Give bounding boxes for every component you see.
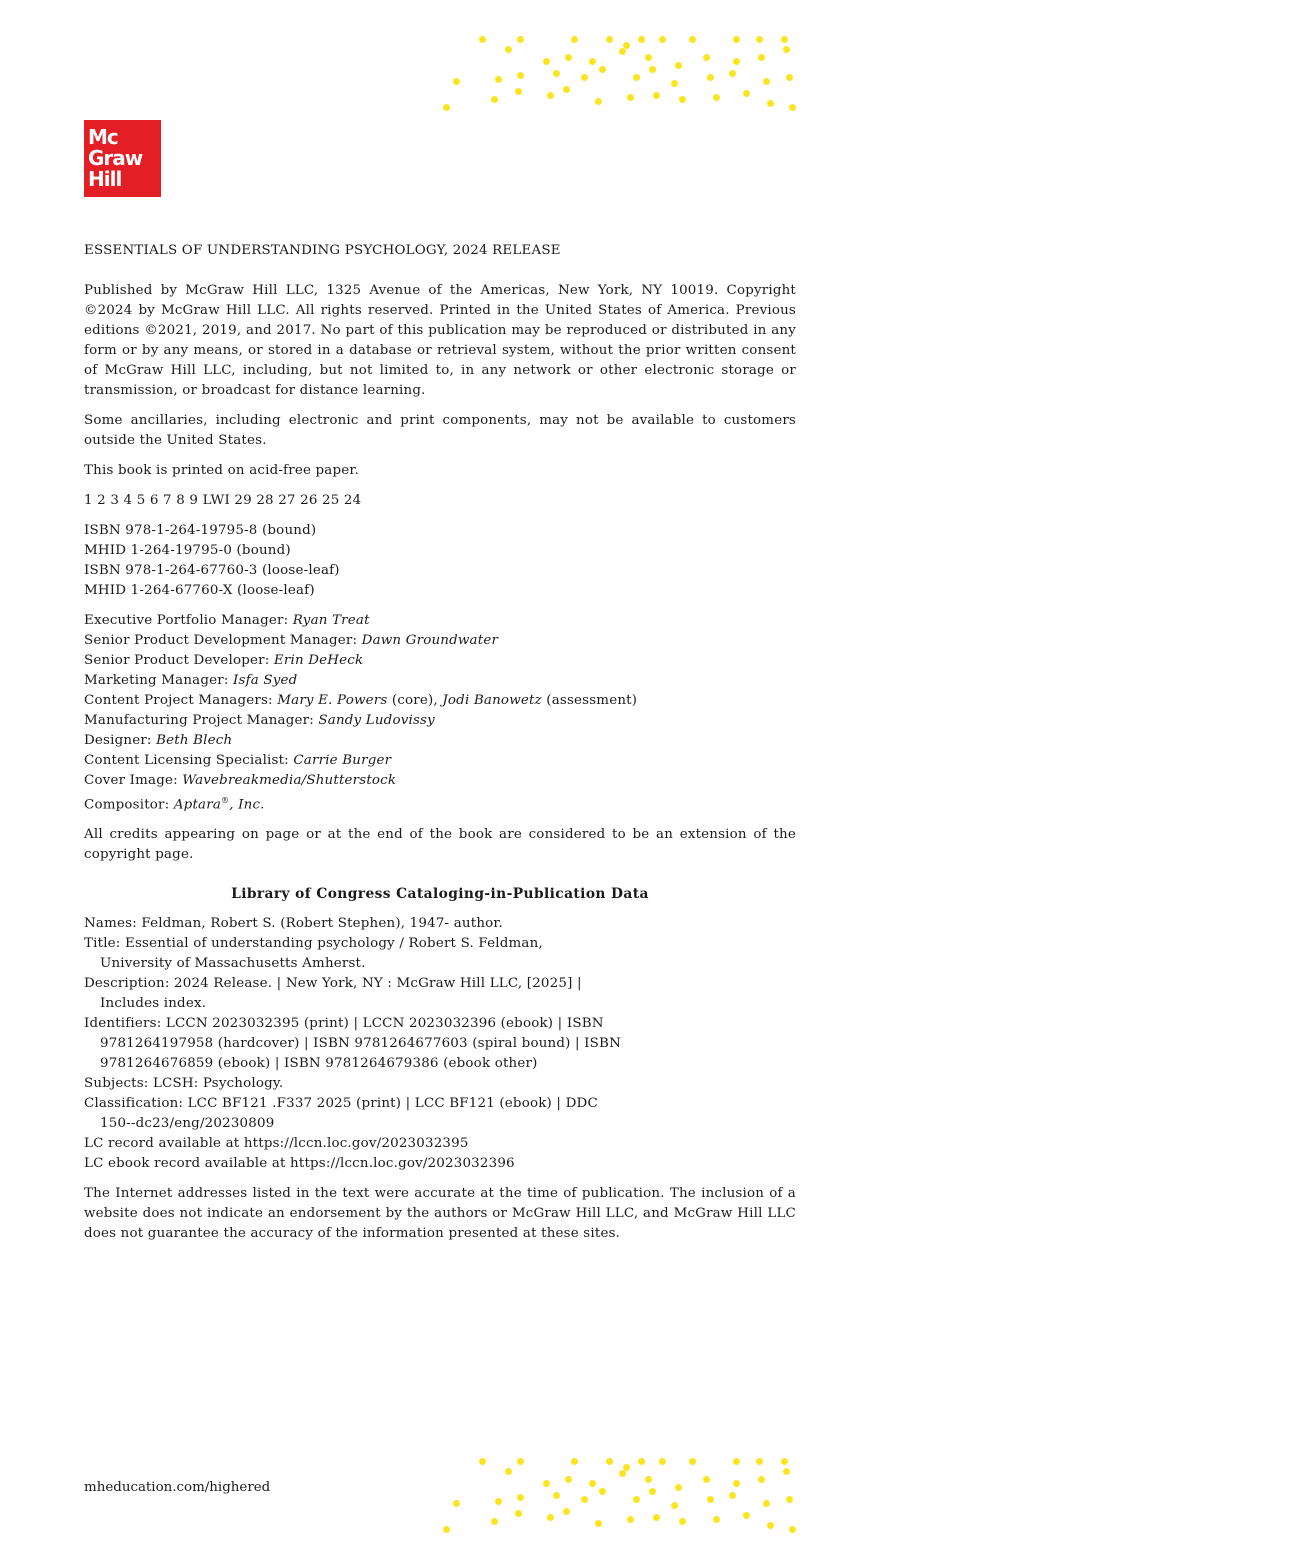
decorative-dot bbox=[547, 92, 554, 99]
decorative-dot bbox=[443, 1526, 450, 1533]
decorative-dot bbox=[517, 72, 524, 79]
credit-name: Carrie Burger bbox=[293, 753, 392, 768]
cip-entry bbox=[84, 934, 796, 974]
credit-name: Beth Blech bbox=[156, 733, 233, 748]
decorative-dot bbox=[763, 78, 770, 85]
credit-role: Content Licensing Specialist: bbox=[84, 753, 294, 768]
footer-website-url: mheducation.com/highered bbox=[84, 1480, 271, 1495]
decorative-dot bbox=[653, 92, 660, 99]
decorative-dot bbox=[589, 1480, 596, 1487]
decorative-dot bbox=[713, 1516, 720, 1523]
decorative-dot bbox=[547, 1514, 554, 1521]
credit-role: Compositor: bbox=[84, 797, 174, 813]
decorative-dot bbox=[599, 66, 606, 73]
decorative-dot bbox=[443, 104, 450, 111]
decorative-dot bbox=[786, 1496, 793, 1503]
cip-entry bbox=[84, 914, 796, 934]
book-title: ESSENTIALS OF UNDERSTANDING PSYCHOLOGY, 2024 RELEASE bbox=[84, 243, 561, 258]
credit-role: Cover Image: bbox=[84, 773, 183, 788]
decorative-dot bbox=[758, 1476, 765, 1483]
decorative-dot bbox=[595, 98, 602, 105]
cip-line: 9781264676859 (ebook) | ISBN 9781264679386 (ebook other) bbox=[100, 1056, 538, 1072]
credit-tail: (assessment) bbox=[541, 693, 638, 708]
decorative-dot bbox=[589, 58, 596, 65]
decorative-dot bbox=[679, 1518, 686, 1525]
credit-role: Designer: bbox=[84, 733, 157, 748]
decorative-dot bbox=[756, 1458, 763, 1465]
decorative-dot bbox=[786, 74, 793, 81]
logo-line-2: Graw bbox=[88, 146, 143, 170]
acid-free-paper-note: This book is printed on acid-free paper. bbox=[84, 463, 359, 478]
logo-line-3: Hill bbox=[88, 167, 122, 191]
decorative-dot bbox=[733, 1458, 740, 1465]
decorative-dot bbox=[638, 1458, 645, 1465]
decorative-dot bbox=[606, 1458, 613, 1465]
cip-line: Title: Essential of understanding psychology / Robert S. Feldman, bbox=[84, 936, 543, 952]
credit-name-tail: , Inc. bbox=[229, 797, 265, 813]
cip-line: 9781264197958 (hardcover) | ISBN 9781264677603 (spiral bound) | ISBN bbox=[100, 1036, 621, 1052]
decorative-dot bbox=[763, 1500, 770, 1507]
logo-line-1: Mc bbox=[88, 125, 118, 149]
decorative-dot bbox=[649, 1488, 656, 1495]
cip-line: Identifiers: LCCN 2023032395 (print) | LCCN 2023032396 (ebook) | ISBN bbox=[84, 1016, 604, 1032]
decorative-dot bbox=[781, 1458, 788, 1465]
credit-tail: (core), bbox=[387, 693, 443, 708]
decorative-dot bbox=[553, 70, 560, 77]
cip-line: Names: Feldman, Robert S. (Robert Stephen), 1947- author. bbox=[84, 916, 503, 932]
cip-entry bbox=[84, 1134, 796, 1154]
cip-line: 150--dc23/eng/20230809 bbox=[100, 1116, 275, 1132]
decorative-dot bbox=[781, 36, 788, 43]
credit-role: Content Project Managers: bbox=[84, 693, 278, 708]
publisher-copyright-paragraph: Published by McGraw Hill LLC, 1325 Avenue of the Americas, New York, NY 10019. Copyright ©2024 by McGraw Hill LLC. All rights reserved. Printed in the United States of America. Previous editions ©2021, 2019, and 2017. No part of this publication may be reproduced or distributed in any form or by any means, or stored in a database or retrieval system, without the prior written consent of McGraw Hill LLC, including, but not limited to, in any network or other electronic storage or transmission, or broadcast for distance learning. bbox=[84, 283, 796, 398]
decorative-dot bbox=[495, 76, 502, 83]
decorative-dot bbox=[543, 1480, 550, 1487]
decorative-dot bbox=[713, 94, 720, 101]
credit-line bbox=[84, 791, 796, 815]
credit-name: Mary E. Powers bbox=[277, 693, 388, 708]
decorative-dot-pattern-top bbox=[443, 36, 793, 108]
cip-line: Subjects: LCSH: Psychology. bbox=[84, 1076, 284, 1092]
printing-line: 1 2 3 4 5 6 7 8 9 LWI 29 28 27 26 25 24 bbox=[84, 493, 362, 508]
cip-line: Includes index. bbox=[100, 996, 207, 1012]
cip-line: LC record available at https://lccn.loc.gov/2023032395 bbox=[84, 1136, 469, 1152]
credit-line bbox=[84, 711, 796, 731]
decorative-dot bbox=[758, 54, 765, 61]
cip-entry bbox=[84, 1014, 796, 1074]
ancillaries-paragraph: Some ancillaries, including electronic and print components, may not be available to customers outside the United States. bbox=[84, 413, 796, 448]
credit-name: Isfa Syed bbox=[233, 673, 298, 688]
credit-line bbox=[84, 671, 796, 691]
credit-line bbox=[84, 651, 796, 671]
decorative-dot bbox=[495, 1498, 502, 1505]
decorative-dot bbox=[571, 36, 578, 43]
decorative-dot bbox=[453, 1500, 460, 1507]
mcgraw-hill-logo bbox=[84, 120, 161, 197]
credit-line bbox=[84, 751, 796, 771]
cip-line: University of Massachusetts Amherst. bbox=[100, 956, 366, 972]
decorative-dot bbox=[707, 1496, 714, 1503]
credit-line bbox=[84, 731, 796, 751]
cip-heading: Library of Congress Cataloging-in-Publication Data bbox=[231, 886, 649, 903]
decorative-dot bbox=[627, 1516, 634, 1523]
decorative-dot bbox=[479, 1458, 486, 1465]
credit-role: Executive Portfolio Manager: bbox=[84, 613, 293, 628]
decorative-dot bbox=[675, 1484, 682, 1491]
credit-line bbox=[84, 631, 796, 651]
isbn-line: MHID 1-264-19795-0 (bound) bbox=[84, 543, 291, 558]
decorative-dot bbox=[645, 54, 652, 61]
copyright-page-content bbox=[84, 240, 796, 1254]
cip-entry bbox=[84, 974, 796, 1014]
decorative-dot bbox=[729, 1492, 736, 1499]
decorative-dot bbox=[571, 1458, 578, 1465]
cip-line: LC ebook record available at https://lccn.loc.gov/2023032396 bbox=[84, 1156, 515, 1172]
credit-role: Marketing Manager: bbox=[84, 673, 234, 688]
decorative-dot bbox=[563, 86, 570, 93]
decorative-dot bbox=[515, 1510, 522, 1517]
staff-credits-list bbox=[84, 611, 796, 815]
decorative-dot bbox=[633, 1496, 640, 1503]
decorative-dot bbox=[515, 88, 522, 95]
isbn-line: ISBN 978-1-264-67760-3 (loose-leaf) bbox=[84, 563, 340, 578]
decorative-dot bbox=[599, 1488, 606, 1495]
decorative-dot bbox=[581, 1496, 588, 1503]
decorative-dot bbox=[733, 36, 740, 43]
decorative-dot bbox=[606, 36, 613, 43]
decorative-dot bbox=[671, 80, 678, 87]
decorative-dot bbox=[703, 1476, 710, 1483]
cip-line: Classification: LCC BF121 .F337 2025 (print) | LCC BF121 (ebook) | DDC bbox=[84, 1096, 598, 1112]
decorative-dot bbox=[517, 36, 524, 43]
decorative-dot bbox=[789, 1526, 796, 1533]
decorative-dot bbox=[553, 1492, 560, 1499]
decorative-dot bbox=[743, 90, 750, 97]
decorative-dot bbox=[453, 78, 460, 85]
isbn-line: MHID 1-264-67760-X (loose-leaf) bbox=[84, 583, 315, 598]
decorative-dot bbox=[659, 1458, 666, 1465]
decorative-dot bbox=[619, 48, 626, 55]
decorative-dot bbox=[517, 1494, 524, 1501]
decorative-dot bbox=[743, 1512, 750, 1519]
cip-line: Description: 2024 Release. | New York, NY : McGraw Hill LLC, [2025] | bbox=[84, 976, 582, 992]
decorative-dot bbox=[649, 66, 656, 73]
decorative-dot bbox=[505, 46, 512, 53]
credit-role: Manufacturing Project Manager: bbox=[84, 713, 319, 728]
credit-name: Dawn Groundwater bbox=[361, 633, 499, 648]
decorative-dot bbox=[671, 1502, 678, 1509]
credit-name: Erin DeHeck bbox=[273, 653, 364, 668]
credit-name: Ryan Treat bbox=[292, 613, 370, 628]
decorative-dot bbox=[689, 1458, 696, 1465]
decorative-dot bbox=[491, 1518, 498, 1525]
decorative-dot bbox=[675, 62, 682, 69]
decorative-dot bbox=[703, 54, 710, 61]
decorative-dot bbox=[767, 1522, 774, 1529]
internet-addresses-note: The Internet addresses listed in the text were accurate at the time of publication. The inclusion of a website does not indicate an endorsement by the authors or McGraw Hill LLC, and McGraw Hill LLC does not guarantee the accuracy of the information presented at these sites. bbox=[84, 1186, 796, 1242]
decorative-dot bbox=[729, 70, 736, 77]
decorative-dot-pattern-bottom bbox=[443, 1458, 793, 1530]
credit-name: Jodi Banowetz bbox=[442, 693, 542, 708]
decorative-dot bbox=[491, 96, 498, 103]
credit-name: Aptara bbox=[173, 797, 222, 813]
cip-entry bbox=[84, 1074, 796, 1094]
cip-entry bbox=[84, 1094, 796, 1134]
decorative-dot bbox=[645, 1476, 652, 1483]
decorative-dot bbox=[638, 36, 645, 43]
isbn-list bbox=[84, 521, 796, 601]
decorative-dot bbox=[563, 1508, 570, 1515]
decorative-dot bbox=[707, 74, 714, 81]
decorative-dot bbox=[627, 94, 634, 101]
decorative-dot bbox=[543, 58, 550, 65]
decorative-dot bbox=[733, 58, 740, 65]
decorative-dot bbox=[679, 96, 686, 103]
decorative-dot bbox=[689, 36, 696, 43]
decorative-dot bbox=[653, 1514, 660, 1521]
decorative-dot bbox=[733, 1480, 740, 1487]
credit-line bbox=[84, 771, 796, 791]
decorative-dot bbox=[595, 1520, 602, 1527]
decorative-dot bbox=[789, 104, 796, 111]
cip-entries bbox=[84, 914, 796, 1174]
registered-mark: ® bbox=[221, 796, 230, 805]
credit-line bbox=[84, 691, 796, 711]
credit-role: Senior Product Development Manager: bbox=[84, 633, 362, 648]
decorative-dot bbox=[479, 36, 486, 43]
credit-name: Wavebreakmedia/Shutterstock bbox=[182, 773, 397, 788]
decorative-dot bbox=[619, 1470, 626, 1477]
decorative-dot bbox=[767, 100, 774, 107]
credit-role: Senior Product Developer: bbox=[84, 653, 274, 668]
decorative-dot bbox=[659, 36, 666, 43]
cip-entry bbox=[84, 1154, 796, 1174]
decorative-dot bbox=[756, 36, 763, 43]
decorative-dot bbox=[505, 1468, 512, 1475]
decorative-dot bbox=[581, 74, 588, 81]
isbn-line: ISBN 978-1-264-19795-8 (bound) bbox=[84, 523, 317, 538]
decorative-dot bbox=[783, 1468, 790, 1475]
credit-name: Sandy Ludovissy bbox=[318, 713, 435, 728]
decorative-dot bbox=[633, 74, 640, 81]
credits-extension-note: All credits appearing on page or at the end of the book are considered to be an extension of the copyright page. bbox=[84, 827, 796, 863]
decorative-dot bbox=[517, 1458, 524, 1465]
decorative-dot bbox=[783, 46, 790, 53]
credit-line bbox=[84, 611, 796, 631]
decorative-dot bbox=[565, 54, 572, 61]
decorative-dot bbox=[565, 1476, 572, 1483]
